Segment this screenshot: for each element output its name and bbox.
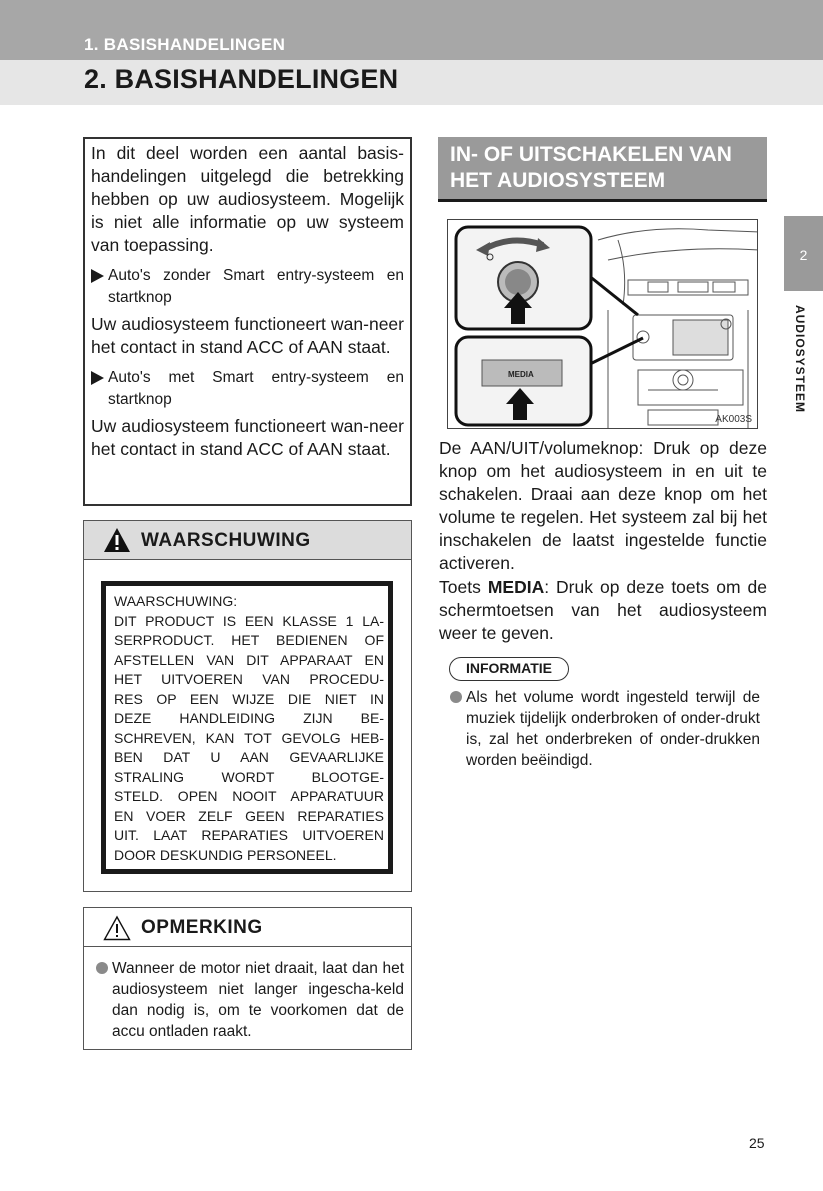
laser-text: [114, 612, 384, 866]
warning-title: WAARSCHUWING: [141, 530, 311, 551]
info-list: [445, 687, 760, 771]
intro-text: Uw audiosysteem functioneert wan-neer het contact in stand ACC of AAN staat.: [91, 314, 404, 357]
warning-header: [84, 521, 411, 560]
laser-line: SCHREVEN, KAN TOT GEVOLG HEB-: [114, 729, 384, 746]
figure-illustration: [447, 219, 758, 429]
section-label: 1. BASISHANDELINGEN: [84, 35, 286, 54]
information-badge: INFORMATIE: [449, 657, 569, 681]
laser-line: RES OP EEN WIJZE DIE NIET IN: [114, 690, 384, 707]
chapter-tab[interactable]: 2: [784, 216, 823, 291]
laser-line: AFSTELLEN VAN DIT APPARAAT EN: [114, 651, 384, 668]
page-number: 25: [749, 1135, 765, 1151]
page-title: 2. BASISHANDELINGEN: [84, 64, 399, 94]
note-title: OPMERKING: [141, 917, 263, 938]
body-text: [439, 437, 767, 646]
media-keyword: MEDIA: [487, 577, 545, 597]
laser-line: STRALING WORDT BLOOTGE-: [114, 768, 384, 785]
figure-code: AK003S: [715, 414, 752, 425]
laser-line: STELD. OPEN NOOIT APPARATUUR: [114, 788, 384, 804]
note-list: [84, 947, 411, 1042]
bullet-item: [91, 367, 404, 411]
media-rest: : Druk op deze toets om de schermtoetsen van het audiosysteem weer te geven.: [439, 577, 767, 643]
triangle-bullet-icon: [91, 269, 104, 283]
bullet-text: Auto's met Smart entry-systeem en startknop: [108, 369, 404, 408]
intro-box: [83, 137, 412, 506]
info-text: Als het volume wordt ingesteld terwijl de muziek tijdelijk onderbroken of onder-drukt is, zal het onderbreken of onder-drukken worden beëindigd.: [466, 689, 760, 769]
chapter-label: AUDIOSYSTEEM: [793, 305, 807, 414]
warning-triangle-icon: [103, 527, 131, 553]
note-header: [84, 908, 411, 947]
dashboard-illustration: [448, 220, 758, 429]
laser-line: HET UITVOEREN VAN PROCEDU-: [114, 671, 384, 687]
triangle-bullet-icon: [91, 371, 104, 385]
intro-paragraph: In dit deel worden een aantal basis-handelingen uitgelegd die betrekking hebben op uw audiosysteem. Mogelijk is niet alle informatie op uw systeem van toepassing.: [91, 143, 404, 255]
intro-text: Uw audiosysteem functioneert wan-neer het contact in stand ACC of AAN staat.: [91, 416, 404, 459]
media-description: [439, 576, 767, 645]
media-button-label: MEDIA: [508, 370, 534, 379]
note-text: Wanneer de motor niet draait, laat dan het audiosysteem niet langer ingescha-keld dan nodig is, om te voorkomen dat de accu ontladen raakt.: [112, 960, 404, 1040]
media-prefix: Toets: [439, 577, 488, 597]
knob-description: De AAN/UIT/volumeknop: Druk op deze knop om het audiosysteem in en uit te schakelen. Draai aan deze knop om het volume te regelen. Het systeem zal bij het inschakelen de laatst ingestelde functie activeren.: [439, 438, 767, 573]
bullet-dot-icon: [96, 962, 108, 974]
list-item: [91, 958, 404, 1042]
bullet-text: Auto's zonder Smart entry-systeem en startknop: [108, 267, 404, 306]
caution-triangle-icon: [103, 915, 131, 941]
section-heading: IN- OF UITSCHAKELEN VAN HET AUDIOSYSTEEM: [438, 137, 767, 202]
list-item: [445, 687, 760, 771]
laser-warning-label: [101, 581, 393, 874]
laser-line: SERPRODUCT. HET BEDIENEN OF: [114, 632, 384, 648]
laser-line: EN VOER ZELF GEEN REPARATIES: [114, 807, 384, 824]
laser-line: UIT. LAAT REPARATIES UITVOEREN: [114, 827, 384, 843]
laser-line: DOOR DESKUNDIG PERSONEEL.: [114, 846, 337, 863]
laser-line: DIT PRODUCT IS EEN KLASSE 1 LA-: [114, 612, 384, 629]
laser-line: BEN DAT U AAN GEVAARLIJKE: [114, 749, 384, 765]
warning-box: [83, 520, 412, 892]
note-box: [83, 907, 412, 1050]
bullet-item: [91, 265, 404, 309]
laser-line: DEZE HANDLEIDING ZIJN BE-: [114, 710, 384, 726]
laser-heading: WAARSCHUWING:: [114, 593, 238, 609]
bullet-dot-icon: [450, 691, 462, 703]
